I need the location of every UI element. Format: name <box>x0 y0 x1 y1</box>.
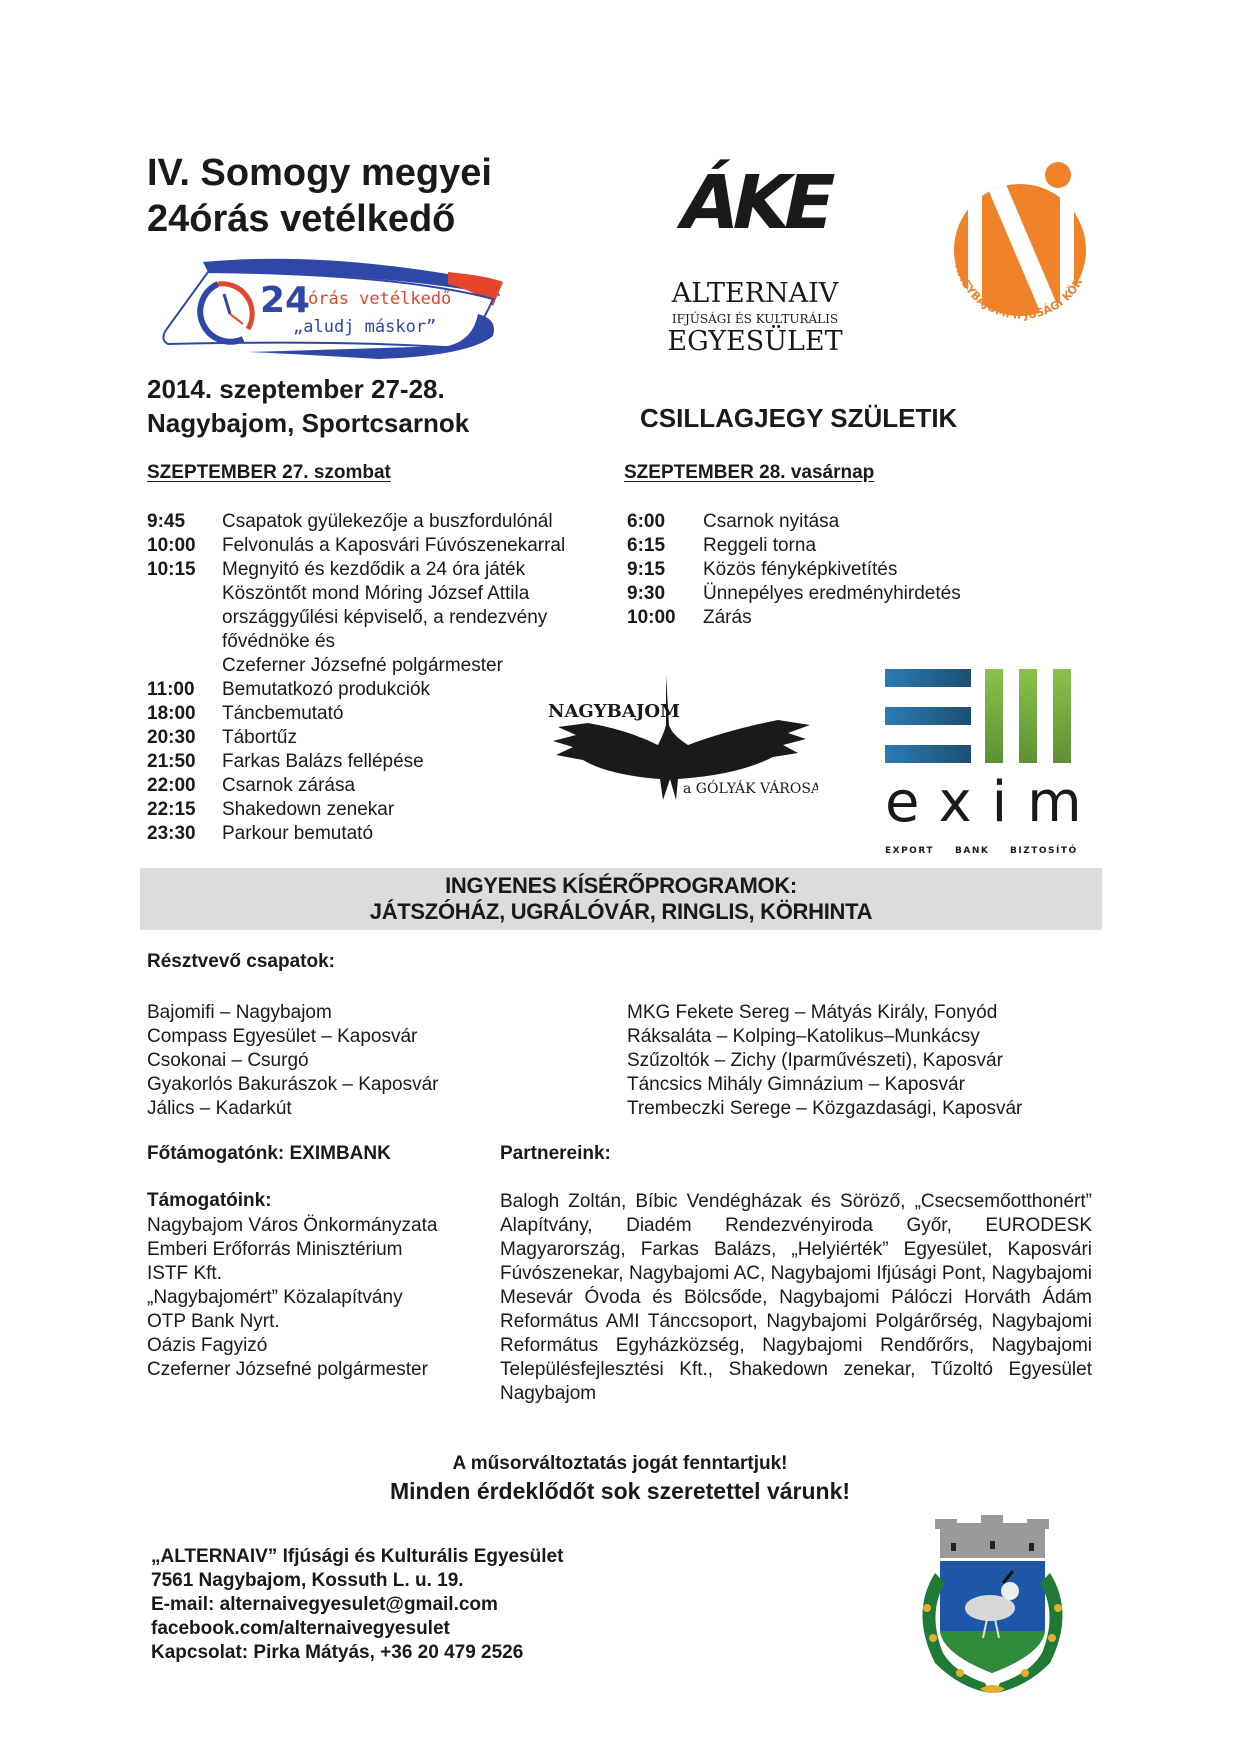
team-item: Táncsics Mihály Gimnázium – Kaposvár <box>627 1074 965 1095</box>
ake-name: ALTERNAIV <box>671 278 839 309</box>
schedule-description: Parkour bemutató <box>222 823 374 844</box>
schedule-description: Csarnok zárása <box>222 775 356 796</box>
schedule-time: 20:30 <box>147 727 196 748</box>
team-item: Jálics – Kadarkút <box>147 1098 292 1119</box>
exim-tag-export: EXPORT <box>885 846 934 856</box>
subtitle: CSILLAGJEGY SZÜLETIK <box>640 403 958 433</box>
schedule-description: Shakedown zenekar <box>222 799 395 820</box>
saturday-schedule <box>147 510 607 846</box>
schedule-item <box>627 558 1047 582</box>
teams-list-right <box>627 1001 1022 1121</box>
schedule-item <box>627 534 1047 558</box>
program-change-notice: A műsorváltoztatás jogát fenntartjuk! <box>452 1453 788 1474</box>
logo-line-1: órás vetélkedő <box>308 289 452 309</box>
exim-tag-bank: BANK <box>955 846 990 856</box>
event-location: Nagybajom, Sportcsarnok <box>147 408 470 438</box>
free-programs-banner <box>140 868 1102 930</box>
schedule-description: Farkas Balázs fellépése <box>222 751 424 772</box>
nagybajom-stork-logo <box>548 675 818 805</box>
schedule-time: 6:00 <box>627 511 666 532</box>
schedule-description: Csarnok nyitása <box>703 511 840 532</box>
stork-town: NAGYBAJOM <box>548 701 680 722</box>
stork-slogan: a GÓLYÁK VÁROSA <box>683 781 818 797</box>
schedule-time: 10:00 <box>147 535 196 556</box>
exim-logo <box>885 665 1090 860</box>
schedule-description: Felvonulás a Kaposvári Fúvószenekarral <box>222 535 566 556</box>
schedule-time <box>147 630 222 654</box>
contact-line: Kapcsolat: Pirka Mátyás, +36 20 479 2526 <box>151 1642 524 1663</box>
supporter-item: Nagybajom Város Önkormányzata <box>147 1215 438 1236</box>
title-line-1: IV. Somogy megyei <box>147 152 492 194</box>
event-date-location <box>147 372 469 440</box>
team-item: Ráksaláta – Kolping–Katolikus–Munkácsy <box>627 1026 980 1047</box>
schedule-item <box>147 582 607 606</box>
schedule-time <box>147 582 222 606</box>
schedule-time: 11:00 <box>147 679 195 700</box>
ake-sub: IFJÚSÁGI ÉS KULTURÁLIS <box>671 312 839 326</box>
team-item: Trembeczki Serege – Közgazdasági, Kaposvár <box>627 1098 1023 1119</box>
team-item: Gyakorlós Bakurászok – Kaposvár <box>147 1074 439 1095</box>
schedule-description: Táncbemutató <box>222 703 344 724</box>
schedule-description: Tábortűz <box>222 727 297 748</box>
schedule-item <box>147 654 607 678</box>
schedule-item <box>147 678 607 702</box>
schedule-description: Csapatok gyülekezője a buszfordulónál <box>222 511 553 532</box>
supporter-item: Oázis Fagyizó <box>147 1335 268 1356</box>
schedule-time: 10:15 <box>147 559 196 580</box>
sunday-schedule <box>627 510 1047 630</box>
schedule-item <box>147 606 607 630</box>
team-item: Szűzoltók – Zichy (Iparművészeti), Kaposvár <box>627 1050 1003 1071</box>
schedule-time: 22:15 <box>147 799 196 820</box>
team-item: Bajomifi – Nagybajom <box>147 1002 332 1023</box>
schedule-item <box>147 726 607 750</box>
schedule-item <box>627 606 1047 630</box>
supporter-item: ISTF Kft. <box>147 1263 222 1284</box>
schedule-item <box>147 510 607 534</box>
schedule-time: 6:15 <box>627 535 666 556</box>
contact-line: 7561 Nagybajom, Kossuth L. u. 19. <box>151 1570 464 1591</box>
main-sponsor: Főtámogatónk: EXIMBANK <box>147 1143 391 1164</box>
schedule-description: Bemutatkozó produkciók <box>222 679 431 700</box>
exim-word: exim <box>885 770 1090 835</box>
banner-line-2: JÁTSZÓHÁZ, UGRÁLÓVÁR, RINGLIS, KÖRHINTA <box>369 899 873 924</box>
title-line-2: 24órás vetélkedő <box>147 198 456 240</box>
nik-text: NAGYBAJOMI IFJÚSÁGI KÖR <box>951 262 1086 322</box>
schedule-time: 9:15 <box>627 559 666 580</box>
schedule-time <box>147 606 222 630</box>
schedule-time: 21:50 <box>147 751 196 772</box>
schedule-item <box>147 798 607 822</box>
schedule-item <box>627 510 1047 534</box>
schedule-description: Reggeli torna <box>703 535 817 556</box>
schedule-description: Köszöntőt mond Móring József Attila <box>222 583 530 604</box>
partners-heading: Partnereink: <box>500 1143 611 1164</box>
schedule-time: 23:30 <box>147 823 196 844</box>
contact-block <box>151 1545 563 1665</box>
partners-text: Balogh Zoltán, Bíbic Vendégházak és Söröző, „Csecsemőotthonért” Alapítvány, Diadém Rendezvényiroda Győr, EURODESK Magyarország, Farkas Balázs, „Helyiérték” Egyesület, Kaposvári Fúvószenekar, Nagybajomi AC, Nagybajomi Ifjúsági Pont, Nagybajomi Mesevár Óvoda és Bölcsőde, Nagybajomi Pálóczi Horváth Ádám Református AMI Tánccsoport, Nagybajomi Polgárőrség, Nagybajomi Református Egyházközség, Nagybajomi Rendőrőrs, Nagybajomi Településfejlesztési Kft., Shakedown zenekar, Tűzoltó Egyesület Nagybajom <box>500 1191 1092 1404</box>
teams-list-left <box>147 1001 438 1121</box>
schedule-item <box>147 750 607 774</box>
schedule-time: 18:00 <box>147 703 196 724</box>
schedule-time: 22:00 <box>147 775 196 796</box>
team-item: Csokonai – Csurgó <box>147 1050 309 1071</box>
team-item: Compass Egyesület – Kaposvár <box>147 1026 418 1047</box>
supporter-item: OTP Bank Nyrt. <box>147 1311 280 1332</box>
supporter-item: Emberi Erőforrás Minisztérium <box>147 1239 403 1260</box>
schedule-time <box>147 654 222 678</box>
team-item: MKG Fekete Sereg – Mátyás Király, Fonyód <box>627 1002 998 1023</box>
schedule-time: 9:30 <box>627 583 666 604</box>
schedule-item <box>147 558 607 582</box>
nik-logo <box>930 155 1110 355</box>
ake-org: EGYESÜLET <box>667 326 843 357</box>
exim-tag-insurance: BIZTOSÍTÓ <box>1010 846 1078 856</box>
contact-line: facebook.com/alternaivegyesulet <box>151 1618 450 1639</box>
schedule-description: Közös fényképkivetítés <box>703 559 898 580</box>
sunday-heading: SZEPTEMBER 28. vasárnap <box>624 462 875 483</box>
supporter-item: Czeferner Józsefné polgármester <box>147 1359 428 1380</box>
supporters-list <box>147 1214 437 1382</box>
contact-line: E-mail: alternaivegyesulet@gmail.com <box>151 1594 498 1615</box>
welcome-notice: Minden érdeklődőt sok szeretettel várunk! <box>389 1478 851 1504</box>
contact-line: „ALTERNAIV” Ifjúsági és Kulturális Egyesület <box>151 1546 564 1567</box>
schedule-item <box>147 702 607 726</box>
schedule-item <box>147 534 607 558</box>
event-logo <box>148 244 520 370</box>
schedule-description: Megnyitó és kezdődik a 24 óra játék <box>222 559 526 580</box>
schedule-item <box>147 822 607 846</box>
supporter-item: „Nagybajomért” Közalapítvány <box>147 1287 403 1308</box>
schedule-time: 10:00 <box>627 607 676 628</box>
ake-mark: ÁKE <box>672 160 838 246</box>
schedule-description: fővédnöke és <box>222 631 336 652</box>
ake-logo <box>655 160 855 365</box>
schedule-item <box>627 582 1047 606</box>
schedule-description: Zárás <box>703 607 752 628</box>
event-date: 2014. szeptember 27-28. <box>147 374 445 404</box>
nagybajom-coat-of-arms <box>905 1513 1080 1703</box>
logo-number: 24 <box>260 280 311 321</box>
schedule-item <box>147 774 607 798</box>
schedule-description: Ünnepélyes eredményhirdetés <box>703 583 961 604</box>
logo-line-2: „aludj máskor” <box>293 317 437 337</box>
saturday-heading: SZEPTEMBER 27. szombat <box>147 462 391 483</box>
event-title <box>147 150 492 242</box>
schedule-description: országgyűlési képviselő, a rendezvény <box>222 607 548 628</box>
banner-line-1: INGYENES KÍSÉRŐPROGRAMOK: <box>445 873 797 898</box>
supporters-heading: Támogatóink: <box>147 1190 272 1211</box>
schedule-time: 9:45 <box>147 511 186 532</box>
teams-heading: Résztvevő csapatok: <box>147 951 335 972</box>
schedule-description: Czeferner Józsefné polgármester <box>222 655 503 676</box>
schedule-item <box>147 630 607 654</box>
